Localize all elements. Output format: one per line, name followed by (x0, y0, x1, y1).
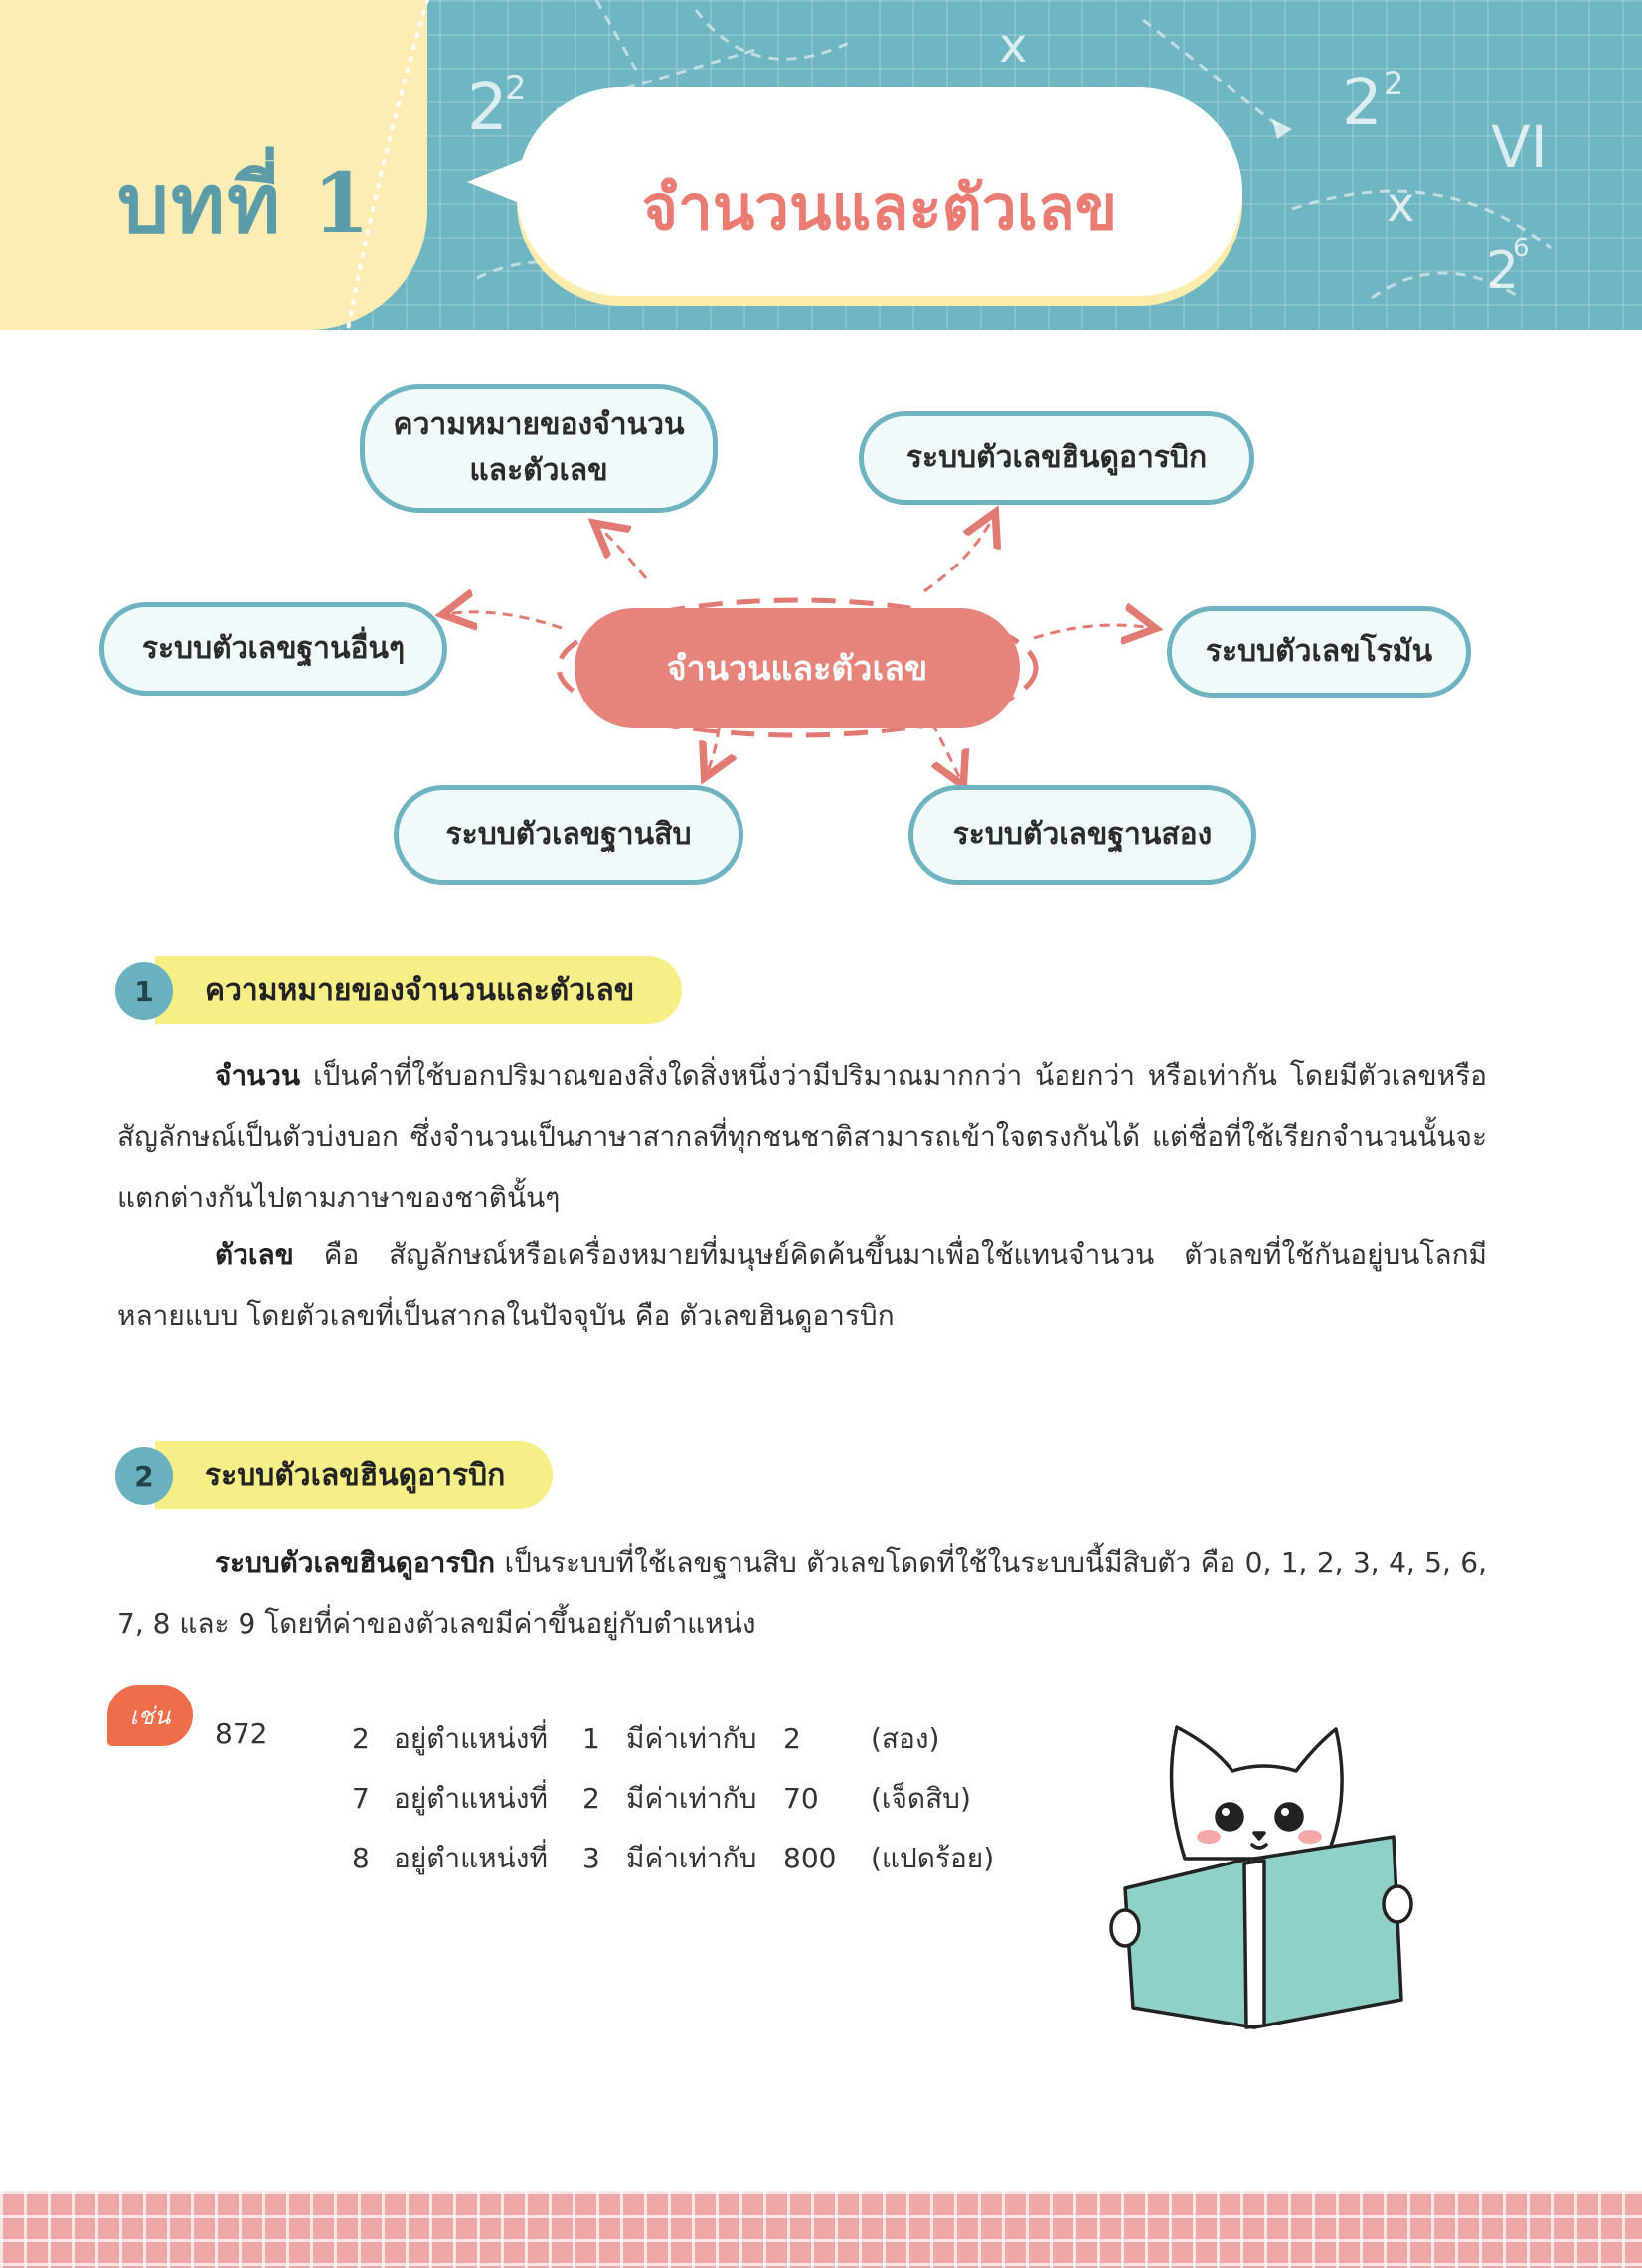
term-number: จำนวน (215, 1059, 301, 1092)
svg-text:x: x (999, 18, 1028, 74)
example-number: 872 (215, 1717, 268, 1750)
paragraph-numeral-definition: ตัวเลข คือ สัญลักษณ์หรือเครื่องหมายที่มนุษย์คิดค้นขึ้นมาเพื่อใช้แทนจำนวน ตัวเลขที่ใช้กันอยู่บนโลกมีหลายแบบ โดยตัวเลขที่เป็นสากลในปัจจุบัน คือ ตัวเลขฮินดูอารบิก (117, 1238, 1487, 1332)
svg-text:2: 2 (505, 69, 527, 108)
section-title: ความหมายของจำนวนและตัวเลข (155, 956, 682, 1024)
section-2-heading (115, 1441, 632, 1507)
footer-grid-band (0, 2191, 1642, 2268)
example-row: 8 อยู่ตำแหน่งที่ 3 มีค่าเท่ากับ 800 (แปดร้อย) (352, 1842, 995, 1874)
node-meaning: ความหมายของจำนวน และตัวเลข (360, 384, 718, 513)
chapter-header (0, 0, 1642, 330)
svg-text:2: 2 (1486, 242, 1520, 301)
svg-text:2: 2 (467, 72, 508, 145)
svg-text:VI: VI (1491, 113, 1548, 181)
term-numeral: ตัวเลข (215, 1238, 294, 1271)
chapter-label: บทที่ 1 (117, 156, 372, 251)
section-title: ระบบตัวเลขฮินดูอารบิก (155, 1441, 553, 1509)
node-other-bases: ระบบตัวเลขฐานอื่นๆ (99, 602, 447, 696)
example-row: 7 อยู่ตำแหน่งที่ 2 มีค่าเท่ากับ 70 (เจ็ดสิบ) (352, 1782, 971, 1815)
example-tag: เช่น (107, 1685, 193, 1746)
node-decimal: ระบบตัวเลขฐานสิบ (394, 785, 743, 885)
svg-text:2: 2 (1342, 67, 1383, 140)
svg-text:2: 2 (1384, 65, 1404, 102)
node-binary: ระบบตัวเลขฐานสอง (908, 785, 1256, 885)
svg-text:6: 6 (1513, 234, 1530, 263)
node-hindu-arabic: ระบบตัวเลขฮินดูอารบิก (859, 411, 1254, 505)
svg-text:x: x (1387, 177, 1415, 233)
chapter-title: จำนวนและตัวเลข (641, 171, 1118, 243)
section-number-badge: 1 (115, 962, 173, 1020)
center-node: จำนวนและตัวเลข (575, 608, 1020, 728)
section-1-heading (115, 956, 732, 1022)
cat-reading-book-illustration (1105, 1709, 1423, 2057)
paragraph-hindu-arabic: ระบบตัวเลขฮินดูอารบิก เป็นระบบที่ใช้เลขฐานสิบ ตัวเลขโดดที่ใช้ในระบบนี้มีสิบตัว คือ 0, 1, 2, 3, 4, 5, 6, 7, 8 และ 9 โดยที่ค่าของตัวเลขมีค่าขึ้นอยู่กับตำแหน่ง (117, 1546, 1487, 1640)
term-hindu-arabic: ระบบตัวเลขฮินดูอารบิก (215, 1546, 496, 1579)
node-roman: ระบบตัวเลขโรมัน (1167, 606, 1471, 698)
mind-map (0, 368, 1642, 904)
section-number-badge: 2 (115, 1447, 173, 1505)
example-row: 2 อยู่ตำแหน่งที่ 1 มีค่าเท่ากับ 2 (สอง) (352, 1722, 940, 1755)
paragraph-number-definition: จำนวน เป็นคำที่ใช้บอกปริมาณของสิ่งใดสิ่งหนึ่งว่ามีปริมาณมากกว่า น้อยกว่า หรือเท่ากัน โดยมีตัวเลขหรือสัญลักษณ์เป็นตัวบ่งบอก ซึ่งจำนวนเป็นภาษาสากลที่ทุกชนชาติสามารถเข้าใจตรงกันได้ แต่ชื่อที่ใช้เรียกจำนวนนั้นจะแตกต่างกันไปตามภาษาของชาตินั้นๆ (117, 1059, 1487, 1214)
